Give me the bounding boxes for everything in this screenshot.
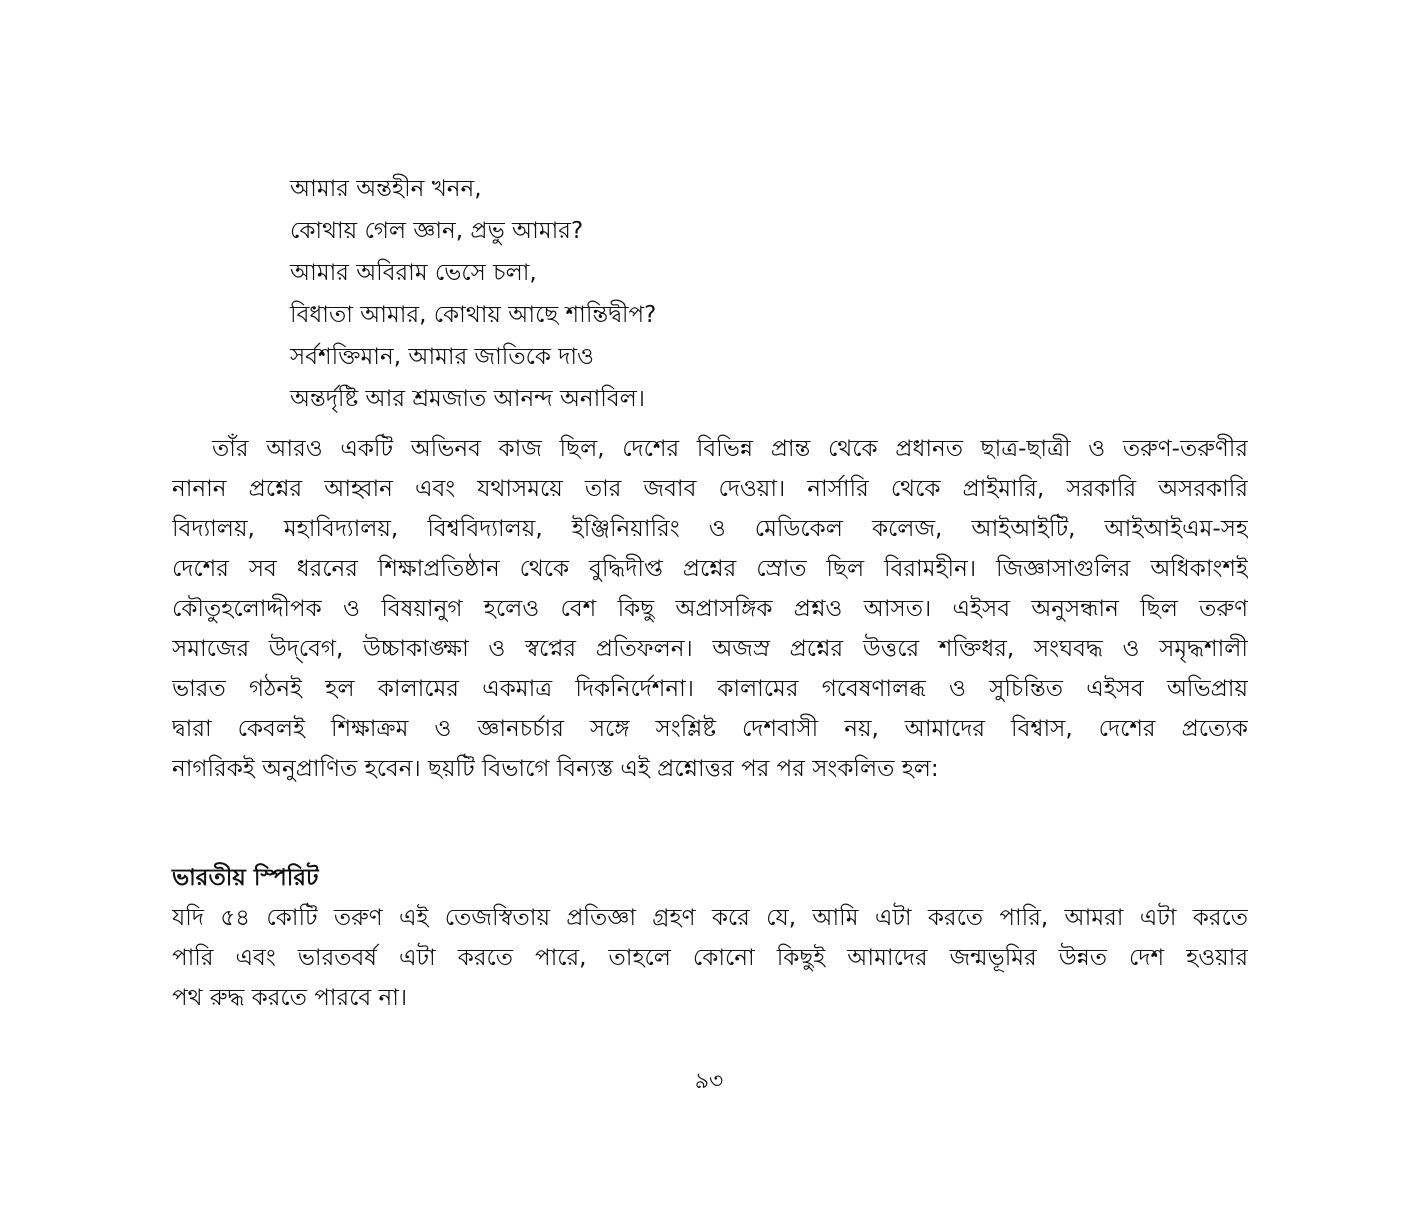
poem-line: সর্বশক্তিমান, আমার জাতিকে দাও (290, 344, 594, 370)
paragraph-line: কৌতুহলোদ্দীপক ও বিষয়ানুগ হলেও বেশ কিছু অপ্রাসঙ্গিক প্রশ্নও আসত। এইসব অনুসন্ধান ছিল তরুণ (172, 596, 1248, 622)
poem-block (290, 168, 1190, 420)
poem-line: বিধাতা আমার, কোথায় আছে শান্তিদ্বীপ? (290, 302, 657, 328)
paragraph-line: দেশের সব ধরনের শিক্ষাপ্রতিষ্ঠান থেকে বুদ্ধিদীপ্ত প্রশ্নের স্রোত ছিল বিরামহীন। জিজ্ঞাসাগুলির অধিকাংশই (172, 556, 1248, 582)
paragraph-line: তাঁর আরও একটি অভিনব কাজ ছিল, দেশের বিভিন্ন প্রান্ত থেকে প্রধানত ছাত্র-ছাত্রী ও তরুণ-তরুণীর (212, 436, 1248, 462)
paragraph-line: যদি ৫৪ কোটি তরুণ এই তেজস্বিতায় প্রতিজ্ঞা গ্রহণ করে যে, আমি এটা করতে পারি, আমরা এটা করতে (172, 905, 1248, 931)
paragraph-line: নাগরিকই অনুপ্রাণিত হবেন। ছয়টি বিভাগে বিন্যস্ত এই প্রশ্নোত্তর পর পর সংকলিত হল: (172, 756, 939, 782)
paragraph-line: পারি এবং ভারতবর্ষ এটা করতে পারে, তাহলে কোনো কিছুই আমাদের জন্মভূমির উন্নত দেশ হওয়ার (172, 945, 1248, 971)
section-paragraph (172, 898, 1248, 1018)
page-number: ৯৩ (694, 1069, 724, 1094)
intro-paragraph (172, 429, 1248, 789)
poem-line: কোথায় গেল জ্ঞান, প্রভু আমার? (290, 218, 584, 244)
poem-line: আমার অন্তহীন খনন, (290, 176, 482, 202)
poem-line: আমার অবিরাম ভেসে চলা, (290, 260, 537, 286)
paragraph-line: ভারত গঠনই হল কালামের একমাত্র দিকনির্দেশনা। কালামের গবেষণালব্ধ ও সুচিন্তিত এইসব অভিপ্রায় (172, 676, 1248, 702)
paragraph-line: পথ রুদ্ধ করতে পারবে না। (172, 985, 408, 1011)
paragraph-line: সমাজের উদ্‌বেগ, উচ্চাকাঙ্ক্ষা ও স্বপ্নের প্রতিফলন। অজস্র প্রশ্নের উত্তরে শক্তিধর, সংঘবদ্ধ ও সমৃদ্ধশালী (172, 636, 1248, 662)
poem-line: অন্তর্দৃষ্টি আর শ্রমজাত আনন্দ অনাবিল। (290, 386, 646, 412)
paragraph-line: বিদ্যালয়, মহাবিদ্যালয়, বিশ্ববিদ্যালয়, ইঞ্জিনিয়ারিং ও মেডিকেল কলেজ, আইআইটি, আইআইএম-সহ (172, 516, 1248, 542)
paragraph-line: নানান প্রশ্নের আহ্বান এবং যথাসময়ে তার জবাব দেওয়া। নার্সারি থেকে প্রাইমারি, সরকারি অসরকারি (172, 476, 1248, 502)
section-heading: ভারতীয় স্পিরিট (172, 865, 319, 891)
paragraph-line: দ্বারা কেবলই শিক্ষাক্রম ও জ্ঞানচর্চার সঙ্গে সংশ্লিষ্ট দেশবাসী নয়, আমাদের বিশ্বাস, দেশের প্রত্যেক (172, 716, 1248, 742)
